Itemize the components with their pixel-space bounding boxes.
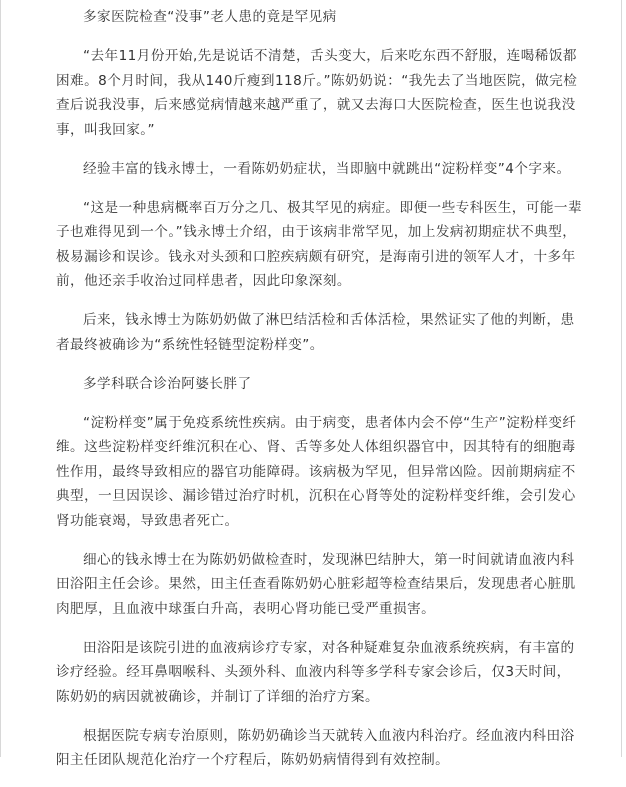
paragraph-treatment: 根据医院专病专治原则，陈奶奶确诊当天就转入血液内科治疗。经血液内科田浴阳主任团队规范化治疗一个疗程后，陈奶奶病情得到有效控制。 — [56, 727, 575, 768]
left-border — [0, 0, 1, 757]
paragraph-consultation: 细心的钱永博士在为陈奶奶做检查时，发现淋巴结肿大，第一时间就请血液内科田浴阳主任会诊。果然，田主任查看陈奶奶心脏彩超等检查结果后，发现患者心脏肌肉肥厚，且血液中球蛋白升高，表明心肾功能已受严重损害。 — [56, 551, 576, 617]
paragraph-biopsy-confirmation: 后来，钱永博士为陈奶奶做了淋巴结活检和舌体活检，果然证实了他的判断，患者最终被确诊为“系统性轻链型淀粉样变”。 — [56, 312, 575, 353]
paragraph-disease-explanation: “淀粉样变”属于免疫系统性疾病。由于病变，患者体内会不停“生产”淀粉样变纤维。这些淀粉样变纤维沉积在心、肾、舌等多处人体组织器官中，因其特有的细胞毒性作用，最终导致相应的器官功能障碍。该病极为罕见，但异常凶险。因前期病症不典型，一旦因误诊、漏诊错过治疗时机，沉积在心肾等处的淀粉样变纤维，会引发心肾功能衰竭，导致患者死亡。 — [56, 414, 577, 529]
subheading-multidisciplinary: 多学科联合诊治阿婆长胖了 — [83, 375, 252, 392]
paragraph-doctor-diagnosis: 经验丰富的钱永博士，一看陈奶奶症状，当即脑中就跳出“淀粉样变”4个字来。 — [83, 160, 571, 177]
right-border — [621, 0, 622, 757]
subheading-rare-disease: 多家医院检查“没事”老人患的竟是罕见病 — [83, 9, 337, 25]
article-body — [56, 5, 583, 787]
paragraph-specialist: 田浴阳是该院引进的血液病诊疗专家，对各种疑难复杂血液系统疾病，有丰富的诊疗经验。经耳鼻咽喉科、头颈外科、血液内科等多学科专家会诊后，仅3天时间，陈奶奶的病因就被确诊，并制订了详细的治疗方案。 — [56, 639, 575, 705]
paragraph-patient-account: “去年11月份开始,先是说话不清楚，舌头变大，后来吃东西不舒服，连喝稀饭都困难。8个月时间，我从140斤瘦到118斤。”陈奶奶说：“我先去了当地医院，做完检查后说我没事，后来感觉病情越来越严重了，就又去海口大医院检查，医生也说我没事，叫我回家。” — [56, 48, 578, 138]
paragraph-disease-rarity: “这是一种患病概率百万分之几、极其罕见的病症。即便一些专科医生，可能一辈子也难得见到一个。”钱永博士介绍，由于该病非常罕见，加上发病初期症状不典型，极易漏诊和误诊。钱永对头颈和口腔疾病颇有研究，是海南引进的领军人才，十多年前，他还亲手收治过同样患者，因此印象深刻。 — [56, 199, 583, 289]
